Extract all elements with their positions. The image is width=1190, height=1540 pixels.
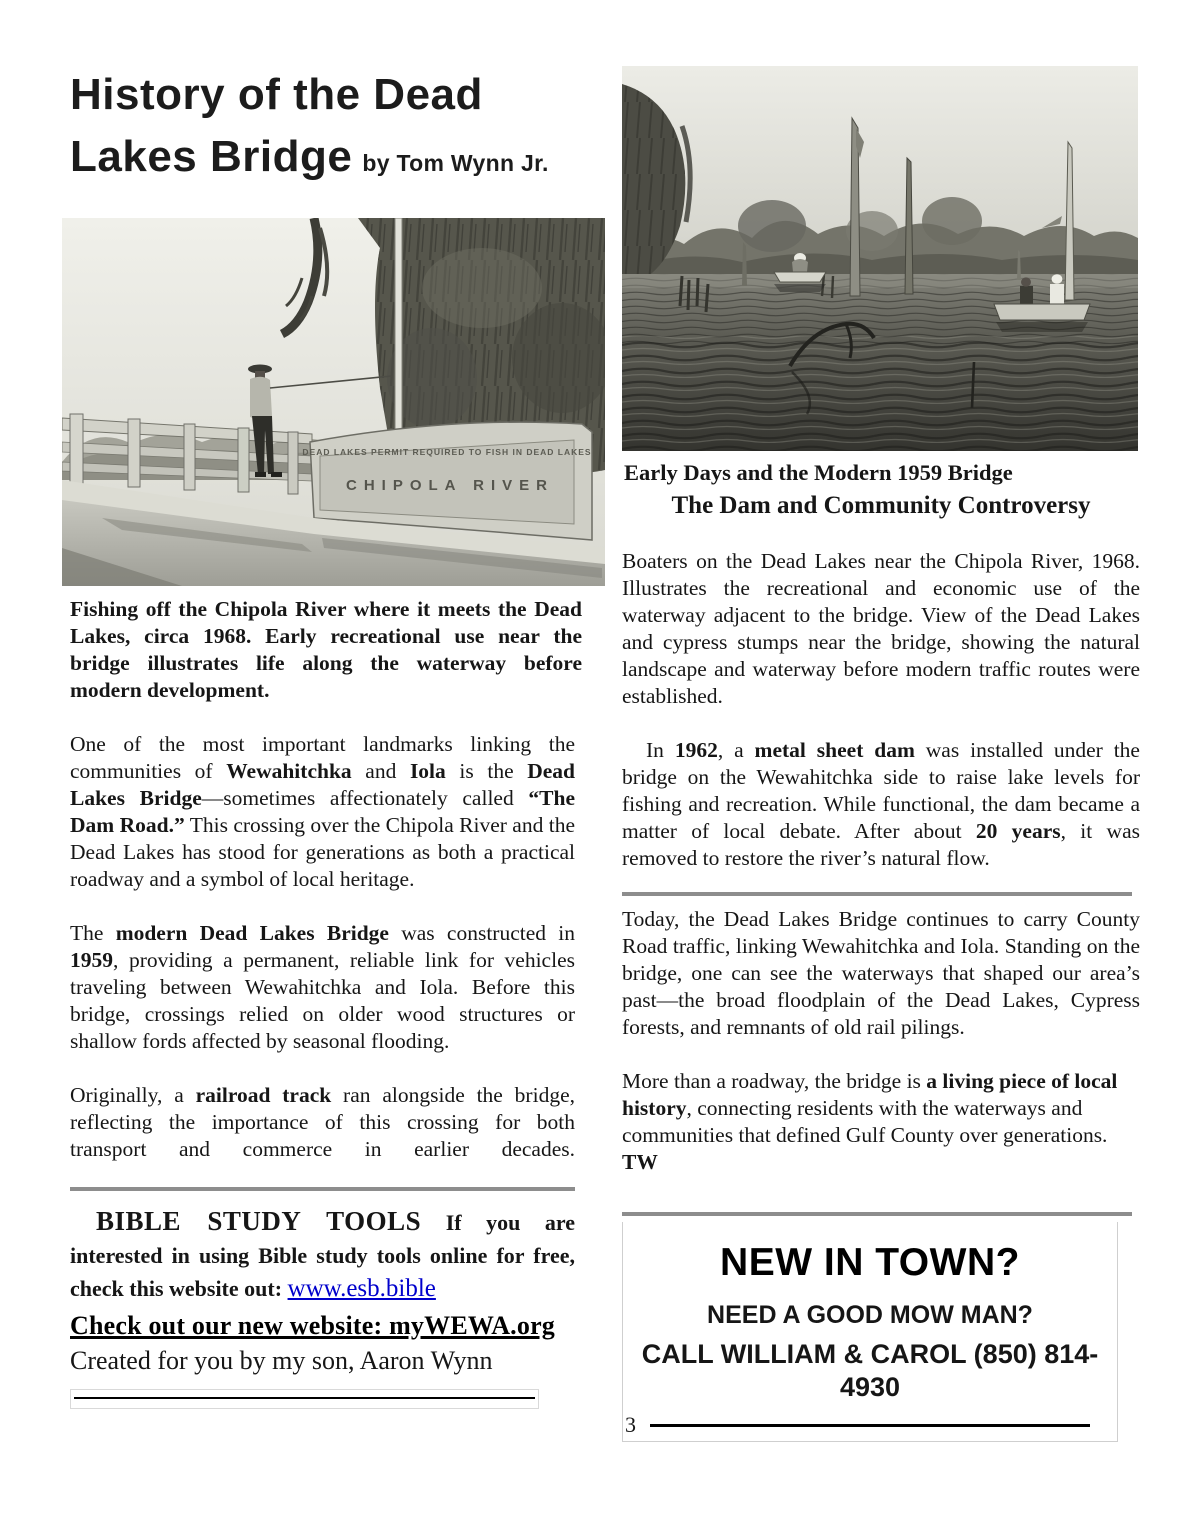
ad-question: NEED A GOOD MOW MAN? (707, 1301, 1033, 1329)
section-divider (622, 1212, 1132, 1216)
mywewa-link[interactable]: Check out our new website: myWEWA.org (70, 1311, 556, 1340)
divider-line (74, 1397, 535, 1399)
bridge-name-sign-text: CHIPOLA RIVER (346, 477, 554, 494)
left-photo-caption: Fishing off the Chipola River where it meets the Dead Lakes, circa 1968. Early recreational use near the bridge illustrates life along the waterway before modern development. (70, 597, 582, 702)
paragraph: One of the most important landmarks linking the communities of Wewahitchka and Iola is the Dead Lakes Bridge—sometimes affectionately called “The Dam Road.” This crossing over the Chipola River and the Dead Lakes has stood for generations as both a practical roadway and a symbol of local heritage. (70, 732, 576, 891)
right-column (622, 66, 1140, 1442)
bottom-divider-box (70, 1389, 539, 1409)
bible-study-section (70, 1205, 575, 1377)
signature-line (650, 1424, 1090, 1427)
left-column (62, 64, 605, 1409)
page-number: 3 (625, 1412, 636, 1437)
right-photo-caption: Early Days and the Modern 1959 Bridge (624, 460, 1013, 485)
paragraph: The modern Dead Lakes Bridge was constructed in 1959, providing a permanent, reliable link for vehicles traveling between Wewahitchka and Iola. Before this bridge, crossings relied on older wood structures or shallow fords affected by seasonal flooding. (70, 921, 576, 1053)
bridge-permit-sign-text: DEAD LAKES PERMIT REQUIRED TO FISH IN DEAD LAKES (302, 447, 592, 457)
title-line2: Lakes Bridge (70, 132, 353, 181)
credit-line: Created for you by my son, Aaron Wynn (70, 1346, 493, 1375)
section-divider (622, 892, 1132, 896)
bible-study-paragraph: BIBLE STUDY TOOLS If you are interested in using Bible study tools online for free, check this website out: www.esb.bible (70, 1206, 575, 1302)
paragraph: Originally, a railroad track ran alongside the bridge, reflecting the importance of this crossing for both transport and commerce in earlier decades. (70, 1083, 575, 1161)
paragraph: More than a roadway, the bridge is a living piece of local history, connecting residents with the waterways and communities that defined Gulf County over generations. TW (622, 1069, 1118, 1174)
paragraph: Boaters on the Dead Lakes near the Chipola River, 1968. Illustrates the recreational and economic use of the waterway adjacent to the bridge. View of the Dead Lakes and cypress stumps near the bridge, showing the natural landscape and waterway before modern traffic routes were established. (622, 549, 1140, 708)
ad-phone: CALL WILLIAM & CAROL (850) 814-4930 (641, 1339, 1099, 1402)
paragraph: Today, the Dead Lakes Bridge continues to carry County Road traffic, linking Wewahitchka and Iola. Standing on the bridge, one can see the waterways that shaped our area’s past—the broad floodplain of the Dead Lakes, Cypress forests, and remnants of old rail pilings. (622, 907, 1140, 1039)
article-title (70, 64, 605, 194)
bridge-photo (62, 218, 605, 586)
title-line1: History of the Dead (70, 70, 483, 119)
section-divider (70, 1187, 575, 1191)
section-heading: The Dam and Community Controversy (671, 492, 1091, 519)
esb-bible-link[interactable]: www.esb.bible (287, 1275, 436, 1302)
dead-lakes-photo (622, 66, 1138, 451)
paragraph: In 1962, a metal sheet dam was installed under the bridge on the Wewahitchka side to raise lake levels for fishing and recreation. While functional, the dam became a matter of local debate. After about 20 years, it was removed to restore the river’s natural flow. (622, 738, 1140, 870)
mow-man-ad (622, 1222, 1118, 1442)
byline: by Tom Wynn Jr. (362, 150, 549, 176)
ad-title: NEW IN TOWN? (720, 1241, 1020, 1284)
